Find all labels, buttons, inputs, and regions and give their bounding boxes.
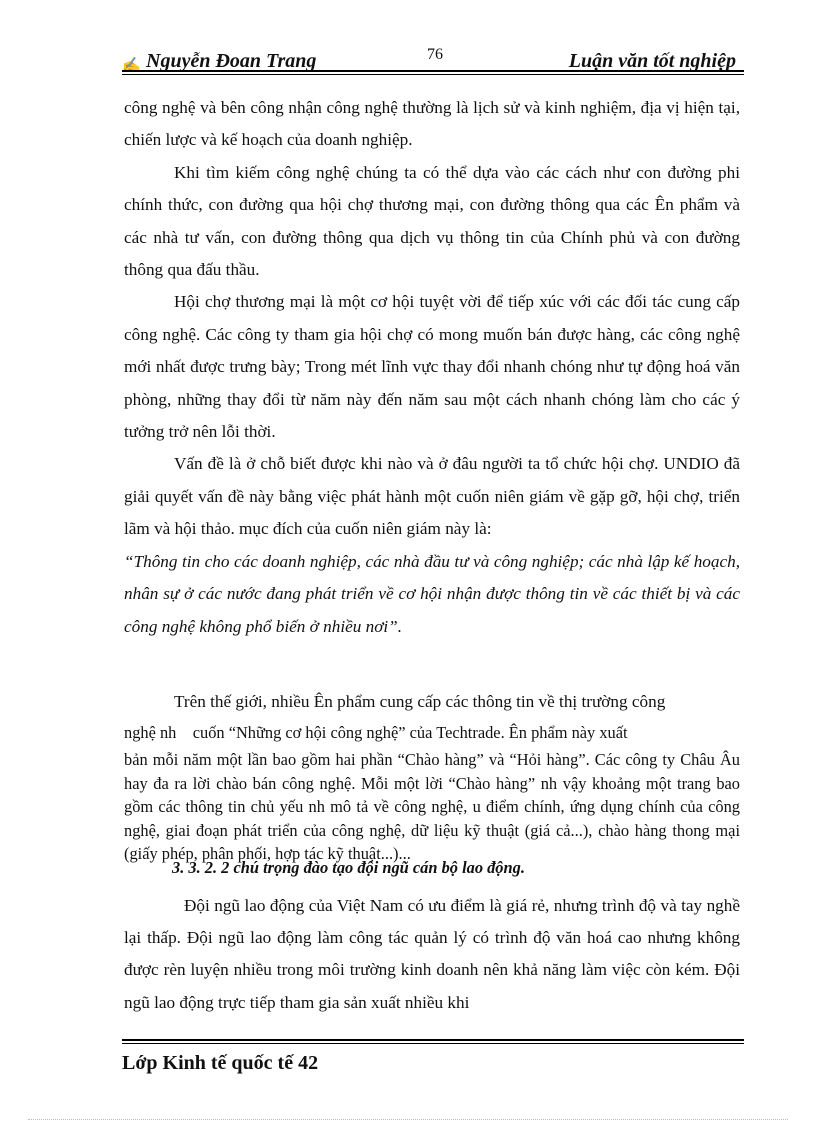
section-heading: 3. 3. 2. 2 chú trọng đào tạo đội ngũ cán bộ lao động. xyxy=(172,858,525,877)
paragraph-6-line-2: nghệ nh cuốn “Những cơ hội công nghệ” của Techtrade. Ên phẩm này xuất xyxy=(124,723,628,742)
author-name: Nguyễn Đoan Trang xyxy=(146,50,317,72)
quote-paragraph: “Thông tin cho các doanh nghiệp, các nhà đầu tư và công nghiệp; các nhà lập kế hoạch, nhân sự ở các nước đang phát triển về cơ hội nhận được thông tin về các thiết bị và các công nghệ không phổ biến ở nhiều nơi”. xyxy=(124,551,740,636)
footer-class-label: Lớp Kinh tế quốc tế 42 xyxy=(122,1052,319,1074)
body-text-section xyxy=(124,890,740,1019)
body-text xyxy=(124,92,740,643)
footer-rule-thin xyxy=(122,1043,744,1044)
paragraph-7: Đội ngũ lao động của Việt Nam có ưu điểm là giá rẻ, nhưng trình độ và tay nghề lại thấp. Đội ngũ lao động làm công tác quản lý có trình độ văn hoá cao nhưng không được rèn luyện nhiều trong môi trường kinh doanh nên khả năng làm việc còn kém. Đội ngũ lao động trực tiếp tham gia sản xuất nhiều khi xyxy=(124,896,740,1012)
paragraph-3: Hội chợ thương mại là một cơ hội tuyệt vời để tiếp xúc với các đối tác cung cấp công nghệ. Các công ty tham gia hội chợ có mong muốn bán được hàng, các công nghệ mới nhất được trưng bày; Trong mét lĩnh vực thay đổi nhanh chóng như tự động hoá văn phòng, những thay đổi từ năm này đến năm sau một cách nhanh chóng làm cho các ý tưởng trở nên lỗi thời. xyxy=(124,292,740,442)
paragraph-2: Khi tìm kiếm công nghệ chúng ta có thể dựa vào các cách như con đường phi chính thức, con đường qua hội chợ thương mại, con đường thông qua các Ên phẩm và các nhà tư vấn, con đường thông qua dịch vụ thông tin của Chính phủ và con đường thông qua đấu thầu. xyxy=(124,162,740,280)
paragraph-4: Vấn đề là ở chỗ biết được khi nào và ở đâu người ta tổ chức hội chợ. UNDIO đã giải quyết vấn đề này bằng việc phát hành một cuốn niên giám về gặp gỡ, hội chợ, triển lãm và hội thảo. mục đích của cuốn niên giám này là: xyxy=(124,454,740,539)
paragraph-6-rest: bản mỗi năm một lần bao gồm hai phần “Chào hàng” và “Hỏi hàng”. Các công ty Châu Âu hay đa ra lời chào bán công nghệ. Mỗi một lời “Chào hàng” nh vậy khoảng một trang bao gồm các thông tin chủ yếu nh mô tả về công nghệ, u điểm chính, ứng dụng chính của công nghệ, giai đoạn phát triển của công nghệ, dữ liệu kỹ thuật (giá cả...), chào hàng thong mại (giấy phép, phân phối, hợp tác kỹ thuật...)... xyxy=(124,750,740,864)
pen-hand-icon: ✍ xyxy=(122,58,141,74)
footer-rule xyxy=(122,1039,744,1041)
header-rule-thin xyxy=(122,74,744,75)
page-number: 76 xyxy=(427,46,443,63)
page-header xyxy=(122,44,746,74)
paragraph-1: công nghệ và bên công nhận công nghệ thường là lịch sử và kinh nghiệm, địa vị hiện tại, chiến lược và kế hoạch của doanh nghiệp. xyxy=(124,98,740,150)
document-title: Luận văn tốt nghiệp xyxy=(568,50,736,72)
paragraph-6-block xyxy=(124,686,740,866)
header-rule xyxy=(122,70,744,72)
page-edge xyxy=(28,1119,788,1120)
paragraph-6-line-1: Trên thế giới, nhiều Ên phẩm cung cấp các thông tin về thị trường công xyxy=(174,692,666,711)
